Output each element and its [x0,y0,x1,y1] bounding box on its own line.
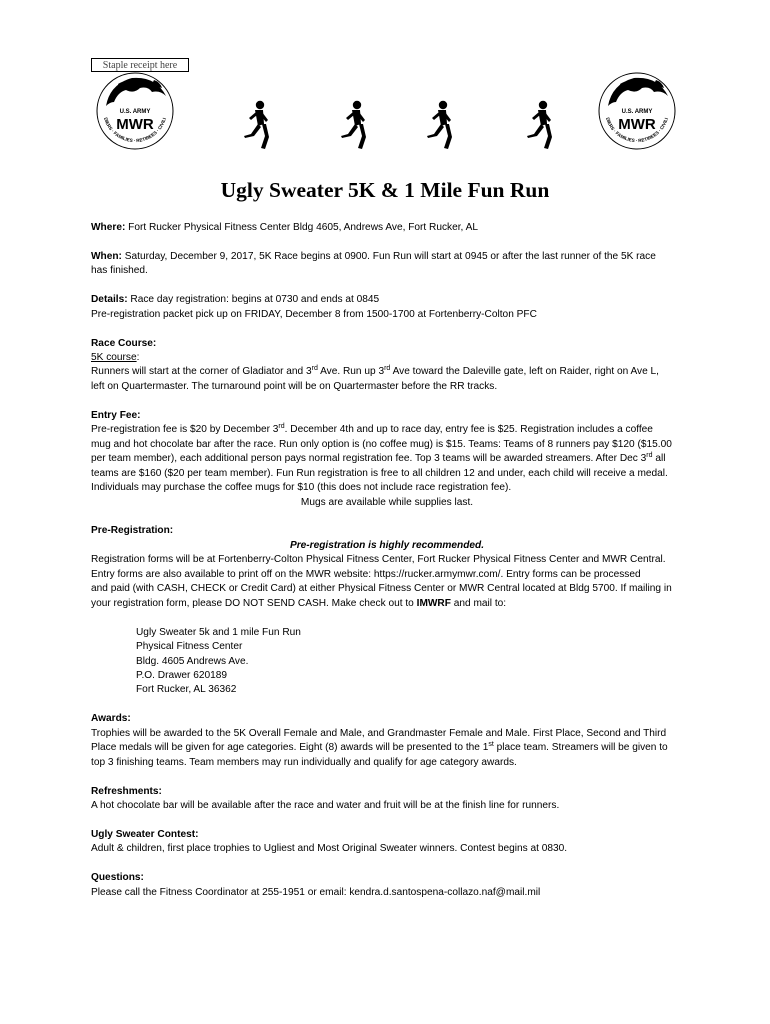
prereg-line-1: Registration forms will be at Fortenberry-Colton Physical Fitness Center, Fort Rucker Physical Fitness Center and MWR Central. [91,554,666,566]
logo-ring-text: DIERS · FAMILIES · RETIREES · CIVILI [605,116,669,144]
awards-text: place team. Streamers will be given to [493,742,668,754]
logo-top-text: U.S. ARMY [621,109,653,115]
fee-text: . December 4th and up to race day, entry fee is $25. Registration includes a coffee [284,424,653,436]
runner-icon [338,100,370,152]
runner-icon [424,100,456,152]
runner-icon [524,100,556,152]
awards-heading: Awards: [91,713,131,725]
contest-line: Adult & children, first place trophies to Ugliest and Most Original Sweater winners. Contest begins at 0830. [91,843,568,855]
when-line [91,250,683,264]
logo-top-text: U.S. ARMY [119,109,151,115]
course-line-2: left on Quartermaster. The turnaround point will be on Quartermaster before the RR tracks. [91,380,498,392]
course-line-1 [91,365,683,379]
address-line: P.O. Drawer 620189 [136,669,227,681]
details-text: Race day registration: begins at 0730 and ends at 0845 [127,294,380,306]
details-label: Details: [91,294,128,306]
fee-line-5: Individuals may purchase the coffee mugs for $10 (this does not include race registration fee). [91,482,512,494]
course-sub-colon: : [136,352,140,364]
page-title: Ugly Sweater 5K & 1 Mile Fun Run [220,178,550,202]
prereg-line-3: and paid (with CASH, CHECK or Credit Card) at either Physical Fitness Center or MWR Central located at Bldg 5700. If mailing in [91,583,672,595]
payee-name: IMWRF [416,597,451,609]
when-line-2: has finished. [91,265,148,277]
prereg-line-4 [91,597,683,611]
logo-ring-text: DIERS · FAMILIES · RETIREES · CIVILI [103,116,167,144]
details-line-2: Pre-registration packet pick up on FRIDAY, December 8 from 1500-1700 at Fortenberry-Colton PFC [91,308,537,320]
superscript: rd [278,423,285,431]
logo-brand-text: MWR [618,116,656,133]
where-text: Fort Rucker Physical Fitness Center Bldg 4605, Andrews Ave, Fort Rucker, AL [125,222,478,233]
fee-text: Pre-registration fee is $20 by December 3 [91,424,279,436]
army-mwr-logo-left [96,72,174,150]
prereg-emphasis: Pre-registration is highly recommended. [289,539,485,551]
entry-fee-heading: Entry Fee: [91,409,141,421]
when-text: Saturday, December 9, 2017, 5K Race begins at 0900. Fun Run will start at 0945 or after the last runner of the 5K race [121,250,656,262]
fee-line-2: mug and hot chocolate bar after the race. Run only option is (no coffee mug) is $15. Teams: Teams of 8 runners pay $120 ($15.00 [91,438,672,450]
course-text: Ave toward the Daleville gate, left on Raider, right on Ave L, [390,366,659,378]
prereg-text: and mail to: [450,597,507,609]
where-line [91,221,683,235]
course-text: Runners will start at the corner of Gladiator and 3 [91,366,312,378]
refreshments-line: A hot chocolate bar will be available after the race and water and fruit will be at the finish line for runners. [91,800,560,811]
fee-line-1 [91,423,683,437]
awards-line-3: top 3 finishing teams. Team members may run individually and qualify for age category awards. [91,756,517,768]
course-sub-label: 5K course [91,352,137,364]
course-text: Ave. Run up 3 [317,366,385,378]
logo-brand-text: MWR [116,116,154,133]
fee-text: all [652,453,666,465]
awards-line-2 [91,741,683,755]
questions-heading: Questions: [91,872,144,884]
race-course-heading: Race Course: [91,337,157,349]
contest-heading: Ugly Sweater Contest: [91,828,199,840]
staple-receipt-box: Staple receipt here [91,58,189,72]
refreshments-heading: Refreshments: [91,785,162,797]
superscript: rd [646,452,653,460]
superscript: st [488,741,494,749]
prereg-line-2: Entry forms are also available to print off on the MWR website: https://rucker.armymwr.com/. Entry forms can be processed [91,568,641,580]
fee-line-6: Mugs are available while supplies last. [300,496,474,508]
pre-registration-heading: Pre-Registration: [91,525,174,537]
when-label: When: [91,250,122,262]
fee-text: per team member), each additional person pays normal registration fee. Top 3 teams will be awarded streamers. After Dec 3 [91,453,647,465]
details-line [91,293,683,307]
flyer-content [91,221,683,900]
fee-line-4: teams are $160 ($20 per team member). Fun Run registration is free to all children 12 and under, each child will receive a medal. [91,467,668,479]
address-line: Fort Rucker, AL 36362 [136,684,237,696]
army-mwr-logo-right [598,72,676,150]
address-line: Bldg. 4605 Andrews Ave. [136,655,249,667]
awards-text: Place medals will be given for age categories. Eight (8) awards will be presented to the 1 [91,742,489,754]
address-line: Ugly Sweater 5k and 1 mile Fun Run [136,626,301,638]
superscript: rd [384,365,391,373]
address-line: Physical Fitness Center [136,641,243,653]
questions-line: Please call the Fitness Coordinator at 255-1951 or email: kendra.d.santospena-collazo.naf@mail.mil [91,886,541,898]
course-subheading [91,351,683,365]
superscript: rd [311,365,318,373]
prereg-text: your registration form, please DO NOT SEND CASH. Make check out to [91,597,417,609]
where-label: Where: [91,222,126,233]
awards-line-1: Trophies will be awarded to the 5K Overall Female and Male, and Grandmaster Female and Male. First Place, Second and Third [91,727,667,739]
fee-line-3 [91,452,683,466]
runner-icon [241,100,273,152]
